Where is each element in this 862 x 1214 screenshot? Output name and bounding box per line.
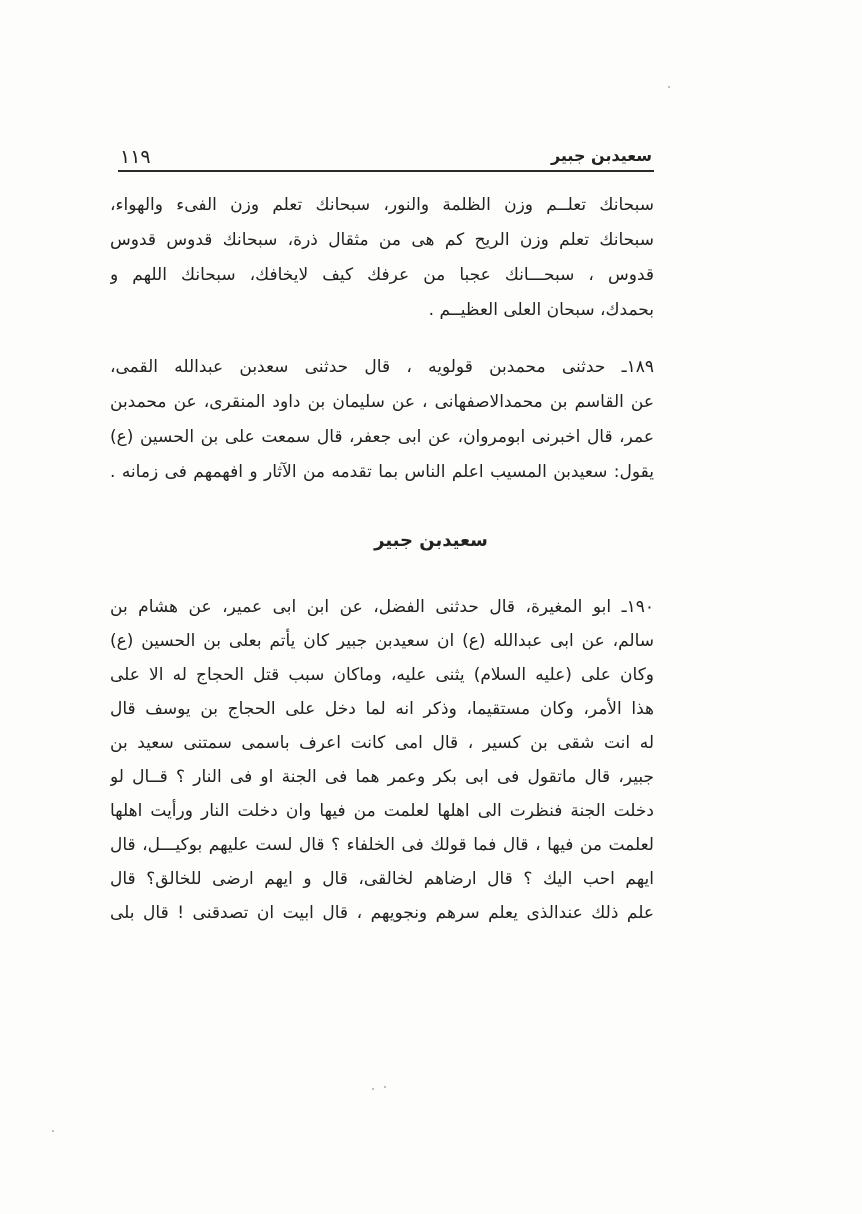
- text-line: ١٨٩ـ حدثنی محمدبن قولويه ، قال حدثنی سعدبن عبدالله القمی،: [110, 357, 654, 377]
- text-line: عن القاسم بن محمدالاصفهانی ، عن سليمان بن داود المنقری، عن محمدبن: [110, 392, 654, 412]
- text-line: سبحانك تعلم وزن الريح كم هی من مثقال ذرة، سبحانك قدوس قدوس: [110, 230, 654, 250]
- page-number: ١١٩: [120, 146, 151, 168]
- text-line: يقول: سعيدبن المسيب اعلم الناس بما تقدمه من الآثار و افهمهم فی زمانه .: [110, 462, 654, 482]
- hadith-190-paragraph: [110, 590, 654, 930]
- text-line: عمر، قال اخبرنی ابومروان، عن ابی جعفر، قال سمعت علی بن الحسين (ع): [110, 427, 654, 447]
- page-header: [118, 140, 654, 172]
- text-line: ايهم احب اليك ؟ قال ارضاهم لخالقی، قال و ايهم ارضی للخالق؟ قال: [110, 869, 654, 889]
- section-heading: سعيدبن جبير: [374, 530, 488, 551]
- hadith-189-paragraph: [110, 350, 654, 490]
- text-line: جبير، قال ماتقول فی ابی بكر وعمر هما فی الجنة او فی النار ؟ قــال لو: [110, 767, 654, 787]
- text-line: لعلمت من فيها ، قال فما قولك فی الخلفاء ؟ قال لست عليهم بوكيـــل، قال: [110, 835, 654, 855]
- text-line: هذا الأمر، وكان مستقيما، وذكر انه لما دخل علی الحجاج بن يوسف قال: [110, 699, 654, 719]
- text-line: بحمدك، سبحان العلی العظيــم .: [428, 300, 654, 320]
- scan-speck: [384, 1086, 386, 1088]
- text-line: وكان علی (عليه السلام) يثنی عليه، وماكان سبب قتل الحجاج له الا علی: [110, 665, 654, 685]
- scan-speck: [372, 1088, 374, 1090]
- text-line: سبحانك تعلــم وزن الظلمة والنور، سبحانك تعلم وزن الفیء والهواء،: [110, 195, 654, 215]
- scan-speck: [668, 86, 670, 88]
- running-title: سعيدبن جبير: [550, 146, 652, 165]
- text-line: سالم، عن ابی عبدالله (ع) ان سعيدبن جبير كان يأتم بعلی بن الحسين (ع): [110, 631, 654, 651]
- text-line: علم ذلك عندالذی يعلم سرهم ونجويهم ، قال ابيت ان تصدقنی ! قال بلی: [110, 903, 654, 923]
- text-line: ١٩٠ـ ابو المغيرة، قال حدثنی الفضل، عن ابن ابی عمير، عن هشام بن: [110, 597, 654, 617]
- text-line: قدوس ، سبحـــانك عجبا من عرفك كيف لايخافك، سبحانك اللهم و: [110, 265, 654, 285]
- text-line: دخلت الجنة فنظرت الی اهلها لعلمت من فيها وان دخلت النار ورأيت اهلها: [110, 801, 654, 821]
- text-line: له انت شقی بن كسير ، قال امی كانت اعرف باسمی سمتنی سعيد بن: [110, 733, 654, 753]
- scan-speck: [52, 1130, 54, 1132]
- prayer-paragraph: [110, 188, 654, 328]
